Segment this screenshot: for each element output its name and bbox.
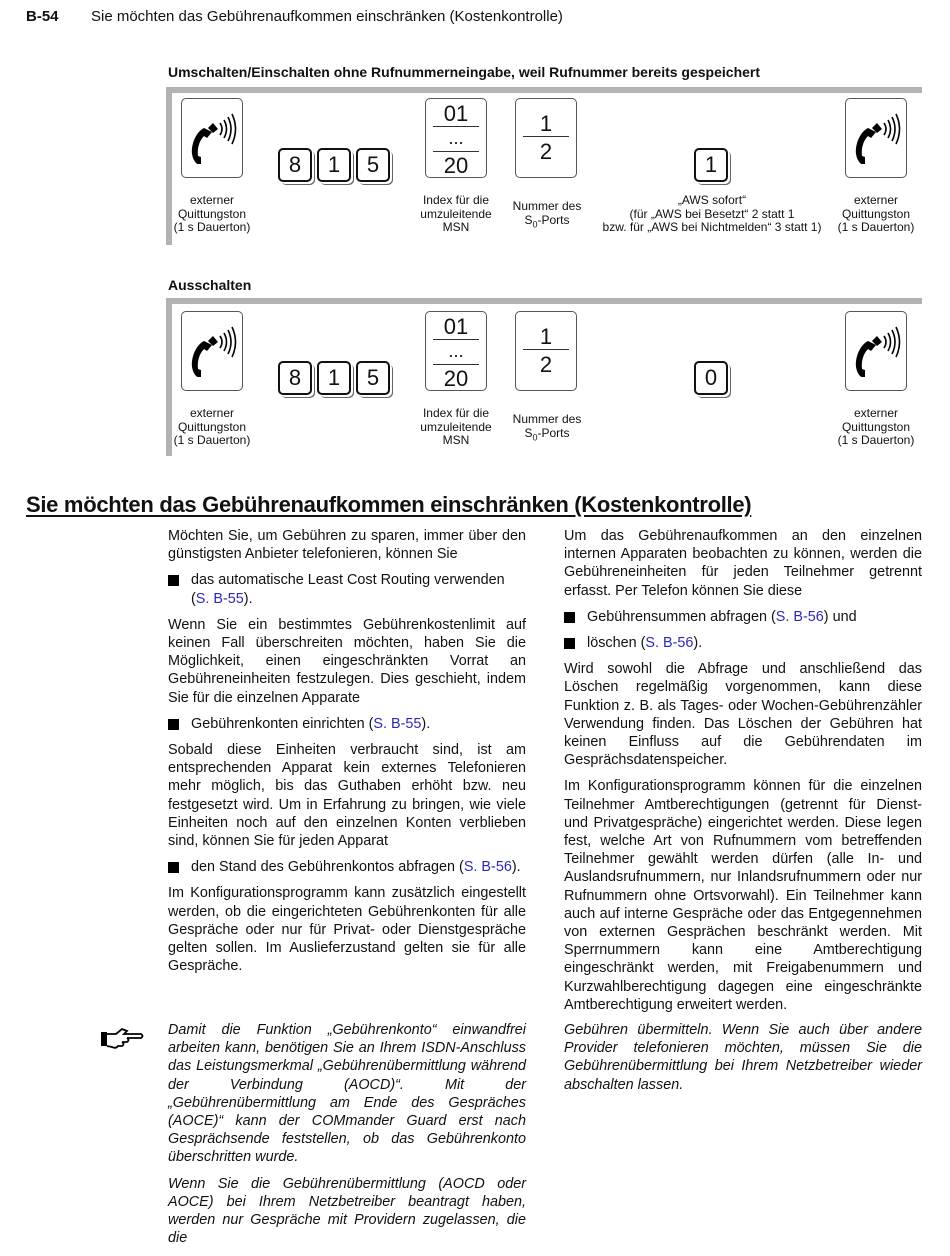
start-caption: externer Quittungston (1 s Dauerton) — [173, 406, 251, 447]
paragraph: Um das Gebührenaufkommen an den einzelnen internen Apparaten beobachten zu können, werden die Gebühreneinheiten für jeden Teilnehmer getrennt erfasst. Per Telefon können Sie diese — [564, 528, 922, 599]
msn-index-box: 01 ... 20 — [425, 311, 487, 391]
paragraph: Wenn Sie ein bestimmtes Gebührenkostenlimit auf keinen Fall überschreiten möchten, haben Sie die Möglichkeit, einen eingeschränkten Vorrat an Gebühreneinheiten festzulegen. Dies geschieht, indem Sie für die einzelnen Apparate — [168, 616, 526, 706]
paragraph: Möchten Sie, um Gebühren zu sparen, immer über den günstigsten Anbieter telefonieren, können Sie — [168, 528, 526, 563]
note-paragraph: Gebühren übermitteln. Wenn Sie auch über andere Provider telefonieren möchten, müssen Sie die Gebührenübermittlung bei Ihrem Netzbetreiber wieder abschalten lassen. — [564, 1022, 922, 1093]
phone-tone-icon — [845, 311, 907, 391]
bullet-item: den Stand des Gebührenkontos abfragen (S. B-56). — [168, 858, 526, 876]
note-right — [564, 1021, 922, 1102]
key-1: 1 — [317, 361, 351, 395]
port-caption: Nummer des $S_0$-Ports — [512, 199, 582, 229]
diagram-off-title: Ausschalten — [168, 277, 252, 293]
right-column — [564, 527, 922, 1022]
diagram-off-frame — [166, 298, 922, 456]
key-mode: 1 — [694, 148, 728, 182]
phone-tone-icon — [181, 311, 243, 391]
bullet-item: löschen (S. B-56). — [564, 634, 922, 652]
bullet-item: das automatische Least Cost Routing verwenden (S. B-55). — [168, 571, 526, 607]
page-link[interactable]: S. B-56 — [463, 859, 512, 876]
note-paragraph: Damit die Funktion „Gebührenkonto“ einwandfrei arbeiten kann, benötigen Sie an Ihrem ISDN-Anschluss das Leistungsmerkmal „Gebührenübermittlung während der Verbindung (AOCD)“. Mit der „Gebührenübermittlung am Ende des Gespräches (AOCE)“ kann der COMmander Guard erst nach Gesprächsende feststellen, ob das Gebührenkonto überschritten wurde. — [168, 1022, 526, 1166]
msn-caption: Index für die umzuleitende MSN — [420, 406, 492, 447]
key-mode: 0 — [694, 361, 728, 395]
port-caption: Nummer des $S_0$-Ports — [512, 412, 582, 442]
key-8: 8 — [278, 148, 312, 182]
bullet-item: Gebührensummen abfragen (S. B-56) und — [564, 608, 922, 626]
section-heading: Sie möchten das Gebührenaufkommen einschränken (Kostenkontrolle) — [26, 492, 752, 517]
page-link[interactable]: S. B-55 — [195, 590, 244, 607]
mode-caption: „AWS sofort“ (für „AWS bei Besetzt“ 2 statt 1 bzw. für „AWS bei Nichtmelden“ 3 statt 1) — [602, 193, 822, 234]
diagram-on-frame — [166, 87, 922, 245]
key-5: 5 — [356, 361, 390, 395]
msn-index-box: 01 ... 20 — [425, 98, 487, 178]
paragraph: Im Konfigurationsprogramm können für die einzelnen Teilnehmer Amtberechtigungen (getrennt für Dienst- und Privatgespräche) eingerichtet werden. Diese legen fest, welche Art von Rufnummern vom betreffenden Teilnehmer gewählt werden dürfen (alle In- und Auslandsrufnummern, nur Inlandsrufnummern oder nur Rufnummern ohne Ortsvorwahl). Ein Teilnehmer kann auch auf interne Gespräche oder das Entgegennehmen von externen Gesprächen beschränkt werden. Mit Sperrnummern kann eine Amtberechtigung eingeschränkt werden, mit Freigabenummern und Kurzwahlberechtigung dagegen eine eingeschränkte Amtberechtigung erweitert werden. — [564, 778, 922, 1013]
page-link[interactable]: S. B-55 — [373, 715, 422, 732]
phone-tone-icon — [181, 98, 243, 178]
note-paragraph: Wenn Sie die Gebührenübermittlung (AOCD oder AOCE) bei Ihrem Netzbetreiber beantragt haben, werden nur Gespräche mit Providern zugelassen, die die — [168, 1175, 526, 1247]
port-number-box: 1 2 — [515, 311, 577, 391]
port-number-box: 1 2 — [515, 98, 577, 178]
start-caption: externer Quittungston (1 s Dauerton) — [173, 193, 251, 234]
page-link[interactable]: S. B-56 — [775, 608, 824, 625]
paragraph: Wird sowohl die Abfrage und anschließend das Löschen regelmäßig vorgenommen, kann diese Funktion z. B. als Tages- oder Wochen-Gebührenzähler Verwendung finden. Das Löschen der Gebühren hat keinen Einfluss auf die Gebührendaten im Gesprächsdatenspeicher. — [564, 661, 922, 769]
running-head-title: Sie möchten das Gebührenaufkommen einschränken (Kostenkontrolle) — [91, 8, 563, 25]
left-column — [168, 527, 526, 983]
diagram-on-title: Umschalten/Einschalten ohne Rufnummerneingabe, weil Rufnummer bereits gespeichert — [168, 64, 761, 80]
note-left — [168, 1021, 526, 1255]
paragraph: Im Konfigurationsprogramm kann zusätzlich eingestellt werden, ob die eingerichteten Gebührenkonten für alle Gespräche oder nur für Privat- oder Dienstgespräche gelten sollen. Im Auslieferzustand gelten sie für alle Gespräche. — [168, 885, 526, 975]
paragraph: Sobald diese Einheiten verbraucht sind, ist am entsprechenden Apparat kein externes Telefonieren mehr möglich, bis das Guthaben erhöht bzw. neu festgesetzt wird. Um in Erfahrung zu bringen, wie viele Einheiten noch auf den einzelnen Konten verblieben sind, können Sie für jeden Apparat — [168, 742, 526, 850]
msn-caption: Index für die umzuleitende MSN — [420, 193, 492, 234]
key-5: 5 — [356, 148, 390, 182]
key-8: 8 — [278, 361, 312, 395]
end-caption: externer Quittungston (1 s Dauerton) — [837, 193, 915, 234]
pointing-hand-icon — [100, 1026, 144, 1057]
page-number: B-54 — [26, 8, 59, 25]
page-link[interactable]: S. B-56 — [645, 635, 694, 652]
phone-tone-icon — [845, 98, 907, 178]
end-caption: externer Quittungston (1 s Dauerton) — [837, 406, 915, 447]
key-1: 1 — [317, 148, 351, 182]
bullet-item: Gebührenkonten einrichten (S. B-55). — [168, 715, 526, 733]
running-head — [26, 8, 563, 25]
